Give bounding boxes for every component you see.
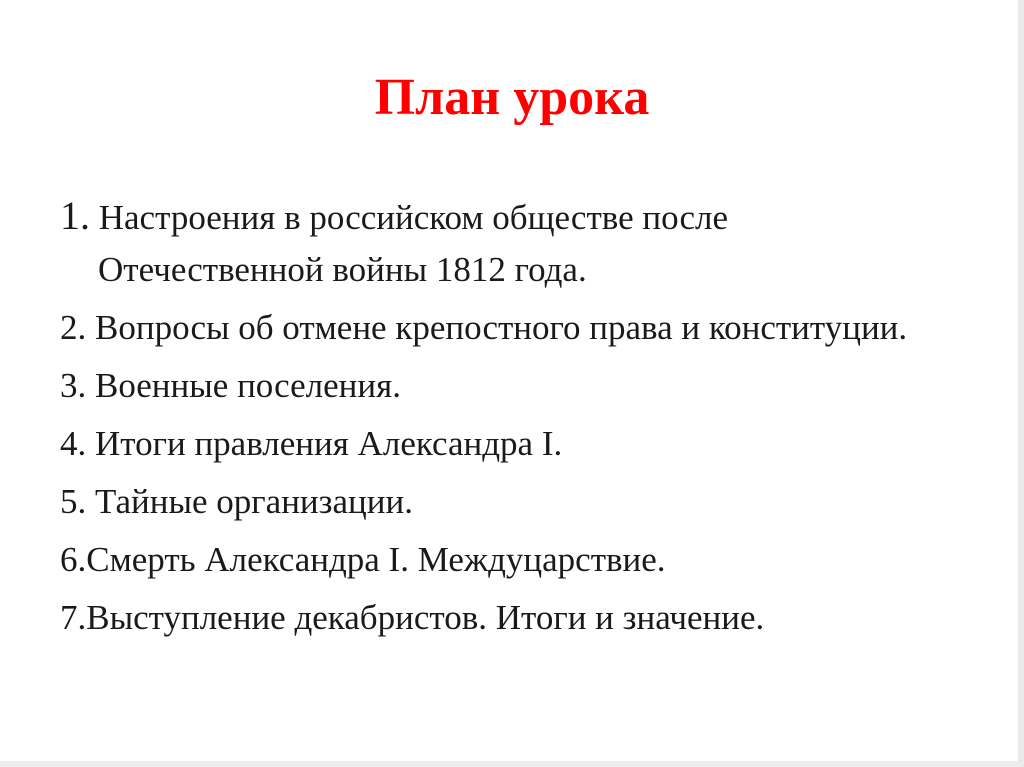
list-item-text: Итоги правления Александра I. [86, 424, 563, 463]
list-item [60, 476, 960, 528]
list-item-text: Выступление декабристов. Итоги и значение. [86, 598, 765, 637]
list-item [60, 190, 960, 296]
list-item [60, 534, 960, 586]
list-item-number: 2. [60, 308, 87, 347]
list-item [60, 302, 960, 354]
slide-edge-right [1018, 0, 1024, 767]
list-item-text: Тайные организации. [86, 482, 413, 521]
list-item-number: 5. [60, 482, 87, 521]
list-item-number: 7. [60, 598, 87, 637]
list-item-text: Вопросы об отмене крепостного права и конституции. [86, 308, 908, 347]
list-item-text: Настроения в российском обществе после Отечественной войны 1812 года. [90, 198, 728, 289]
lesson-plan-list [60, 190, 960, 650]
list-item-text: Смерть Александра I. Междуцарствие. [86, 540, 666, 579]
slide-edge-bottom [0, 761, 1024, 767]
slide-title: План урока [374, 69, 650, 126]
list-item-text: Военные поселения. [86, 366, 401, 405]
list-item-number: 1. [60, 193, 90, 238]
list-item [60, 592, 960, 644]
list-item-number: 4. [60, 424, 87, 463]
list-item [60, 418, 960, 470]
list-item [60, 360, 960, 412]
list-item-number: 6. [60, 540, 87, 579]
list-item-number: 3. [60, 366, 87, 405]
